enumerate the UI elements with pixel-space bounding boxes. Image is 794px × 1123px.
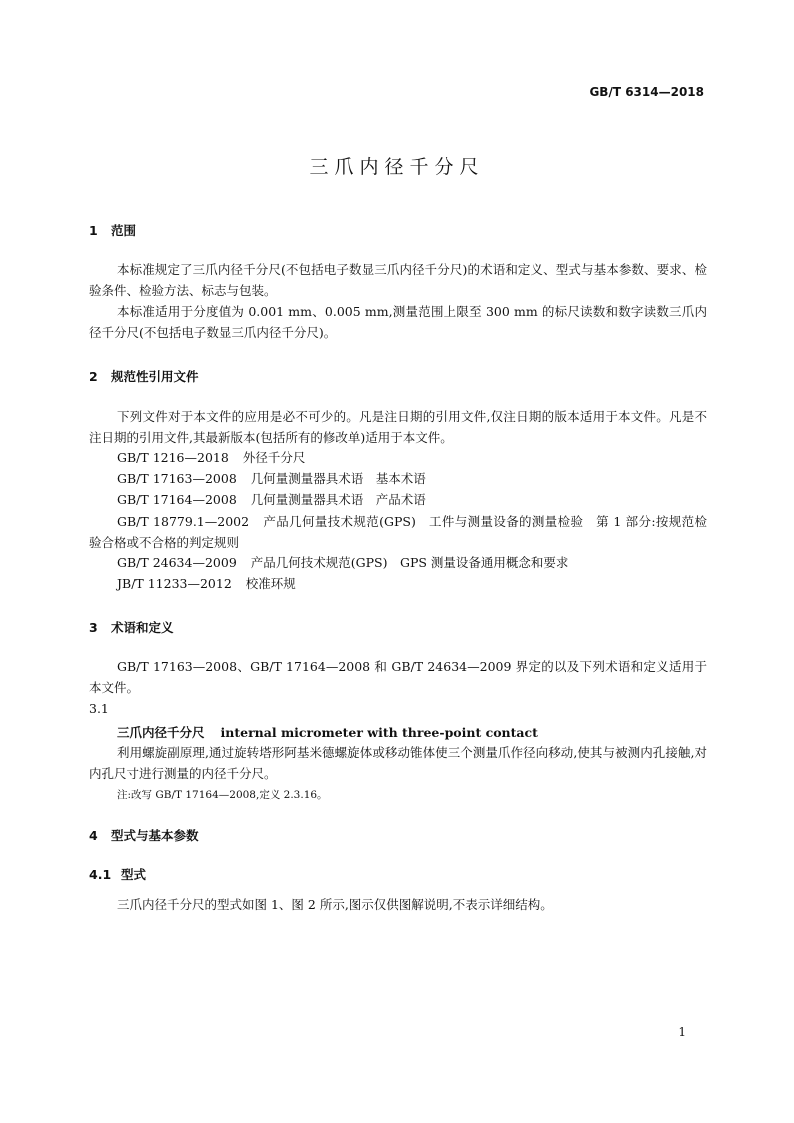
reference-name: 几何量测量器具术语 产品术语 bbox=[250, 492, 426, 507]
scope-paragraph-1: 本标准规定了三爪内径千分尺(不包括电子数显三爪内径千分尺)的术语和定义、型式与基本参数、要求、检验条件、检验方法、标志与包装。 bbox=[89, 262, 707, 298]
section-number: 4 bbox=[89, 828, 98, 843]
page-number: 1 bbox=[678, 1025, 686, 1039]
standard-number: GB/T 6314—2018 bbox=[589, 85, 704, 99]
term-english: internal micrometer with three-point contact bbox=[220, 725, 538, 740]
reference-item bbox=[117, 448, 305, 466]
term-note: 注:改写 GB/T 17164—2008,定义 2.3.16。 bbox=[117, 789, 328, 801]
section-number: 2 bbox=[89, 369, 98, 384]
section-number: 3 bbox=[89, 620, 98, 635]
subsection-4-1-heading bbox=[89, 865, 146, 883]
term-definition: 利用螺旋副原理,通过旋转塔形阿基米德螺旋体或移动锥体使三个测量爪作径向移动,使其与被测内孔接触,对内孔尺寸进行测量的内径千分尺。 bbox=[89, 745, 707, 781]
section-3-heading bbox=[89, 618, 174, 636]
reference-code: GB/T 24634—2009 bbox=[117, 555, 237, 570]
term-entry bbox=[117, 723, 538, 741]
section-number: 1 bbox=[89, 223, 98, 238]
reference-name: 产品几何量技术规范(GPS) 工件与测量设备的测量检验 第 1 部分:按规范检验合格或不合格的判定规则 bbox=[89, 514, 708, 550]
type-paragraph: 三爪内径千分尺的型式如图 1、图 2 所示,图示仅供图解说明,不表示详细结构。 bbox=[117, 897, 553, 912]
section-title: 型式与基本参数 bbox=[111, 828, 199, 843]
reference-code: GB/T 18779.1—2002 bbox=[117, 514, 250, 529]
reference-name: 产品几何技术规范(GPS) GPS 测量设备通用概念和要求 bbox=[250, 555, 569, 570]
reference-code: GB/T 17164—2008 bbox=[117, 492, 237, 507]
section-title: 范围 bbox=[111, 223, 137, 238]
reference-item bbox=[89, 511, 707, 553]
reference-code: JB/T 11233—2012 bbox=[117, 576, 232, 591]
section-2-heading bbox=[89, 367, 199, 385]
reference-item bbox=[117, 469, 426, 487]
references-intro: 下列文件对于本文件的应用是必不可少的。凡是注日期的引用文件,仅注日期的版本适用于本文件。凡是不注日期的引用文件,其最新版本(包括所有的修改单)适用于本文件。 bbox=[89, 409, 707, 445]
reference-item bbox=[117, 553, 568, 571]
reference-name: 外径千分尺 bbox=[242, 450, 306, 465]
page-title: 三爪内径千分尺 bbox=[309, 156, 485, 178]
terms-intro: GB/T 17163—2008、GB/T 17164—2008 和 GB/T 24634—2009 界定的以及下列术语和定义适用于本文件。 bbox=[89, 659, 707, 695]
reference-item bbox=[117, 490, 426, 508]
term-number: 3.1 bbox=[89, 701, 109, 716]
reference-name: 校准环规 bbox=[245, 576, 296, 591]
section-title: 规范性引用文件 bbox=[111, 369, 199, 384]
reference-code: GB/T 1216—2018 bbox=[117, 450, 229, 465]
reference-item bbox=[117, 574, 296, 592]
reference-code: GB/T 17163—2008 bbox=[117, 471, 237, 486]
scope-paragraph-2: 本标准适用于分度值为 0.001 mm、0.005 mm,测量范围上限至 300 mm 的标尺读数和数字读数三爪内径千分尺(不包括电子数显三爪内径千分尺)。 bbox=[89, 304, 707, 340]
subsection-number: 4.1 bbox=[89, 867, 112, 882]
section-title: 术语和定义 bbox=[111, 620, 174, 635]
subsection-title: 型式 bbox=[121, 867, 147, 882]
term-chinese: 三爪内径千分尺 bbox=[117, 725, 205, 740]
section-1-heading bbox=[89, 221, 136, 239]
reference-name: 几何量测量器具术语 基本术语 bbox=[250, 471, 426, 486]
section-4-heading bbox=[89, 826, 199, 844]
